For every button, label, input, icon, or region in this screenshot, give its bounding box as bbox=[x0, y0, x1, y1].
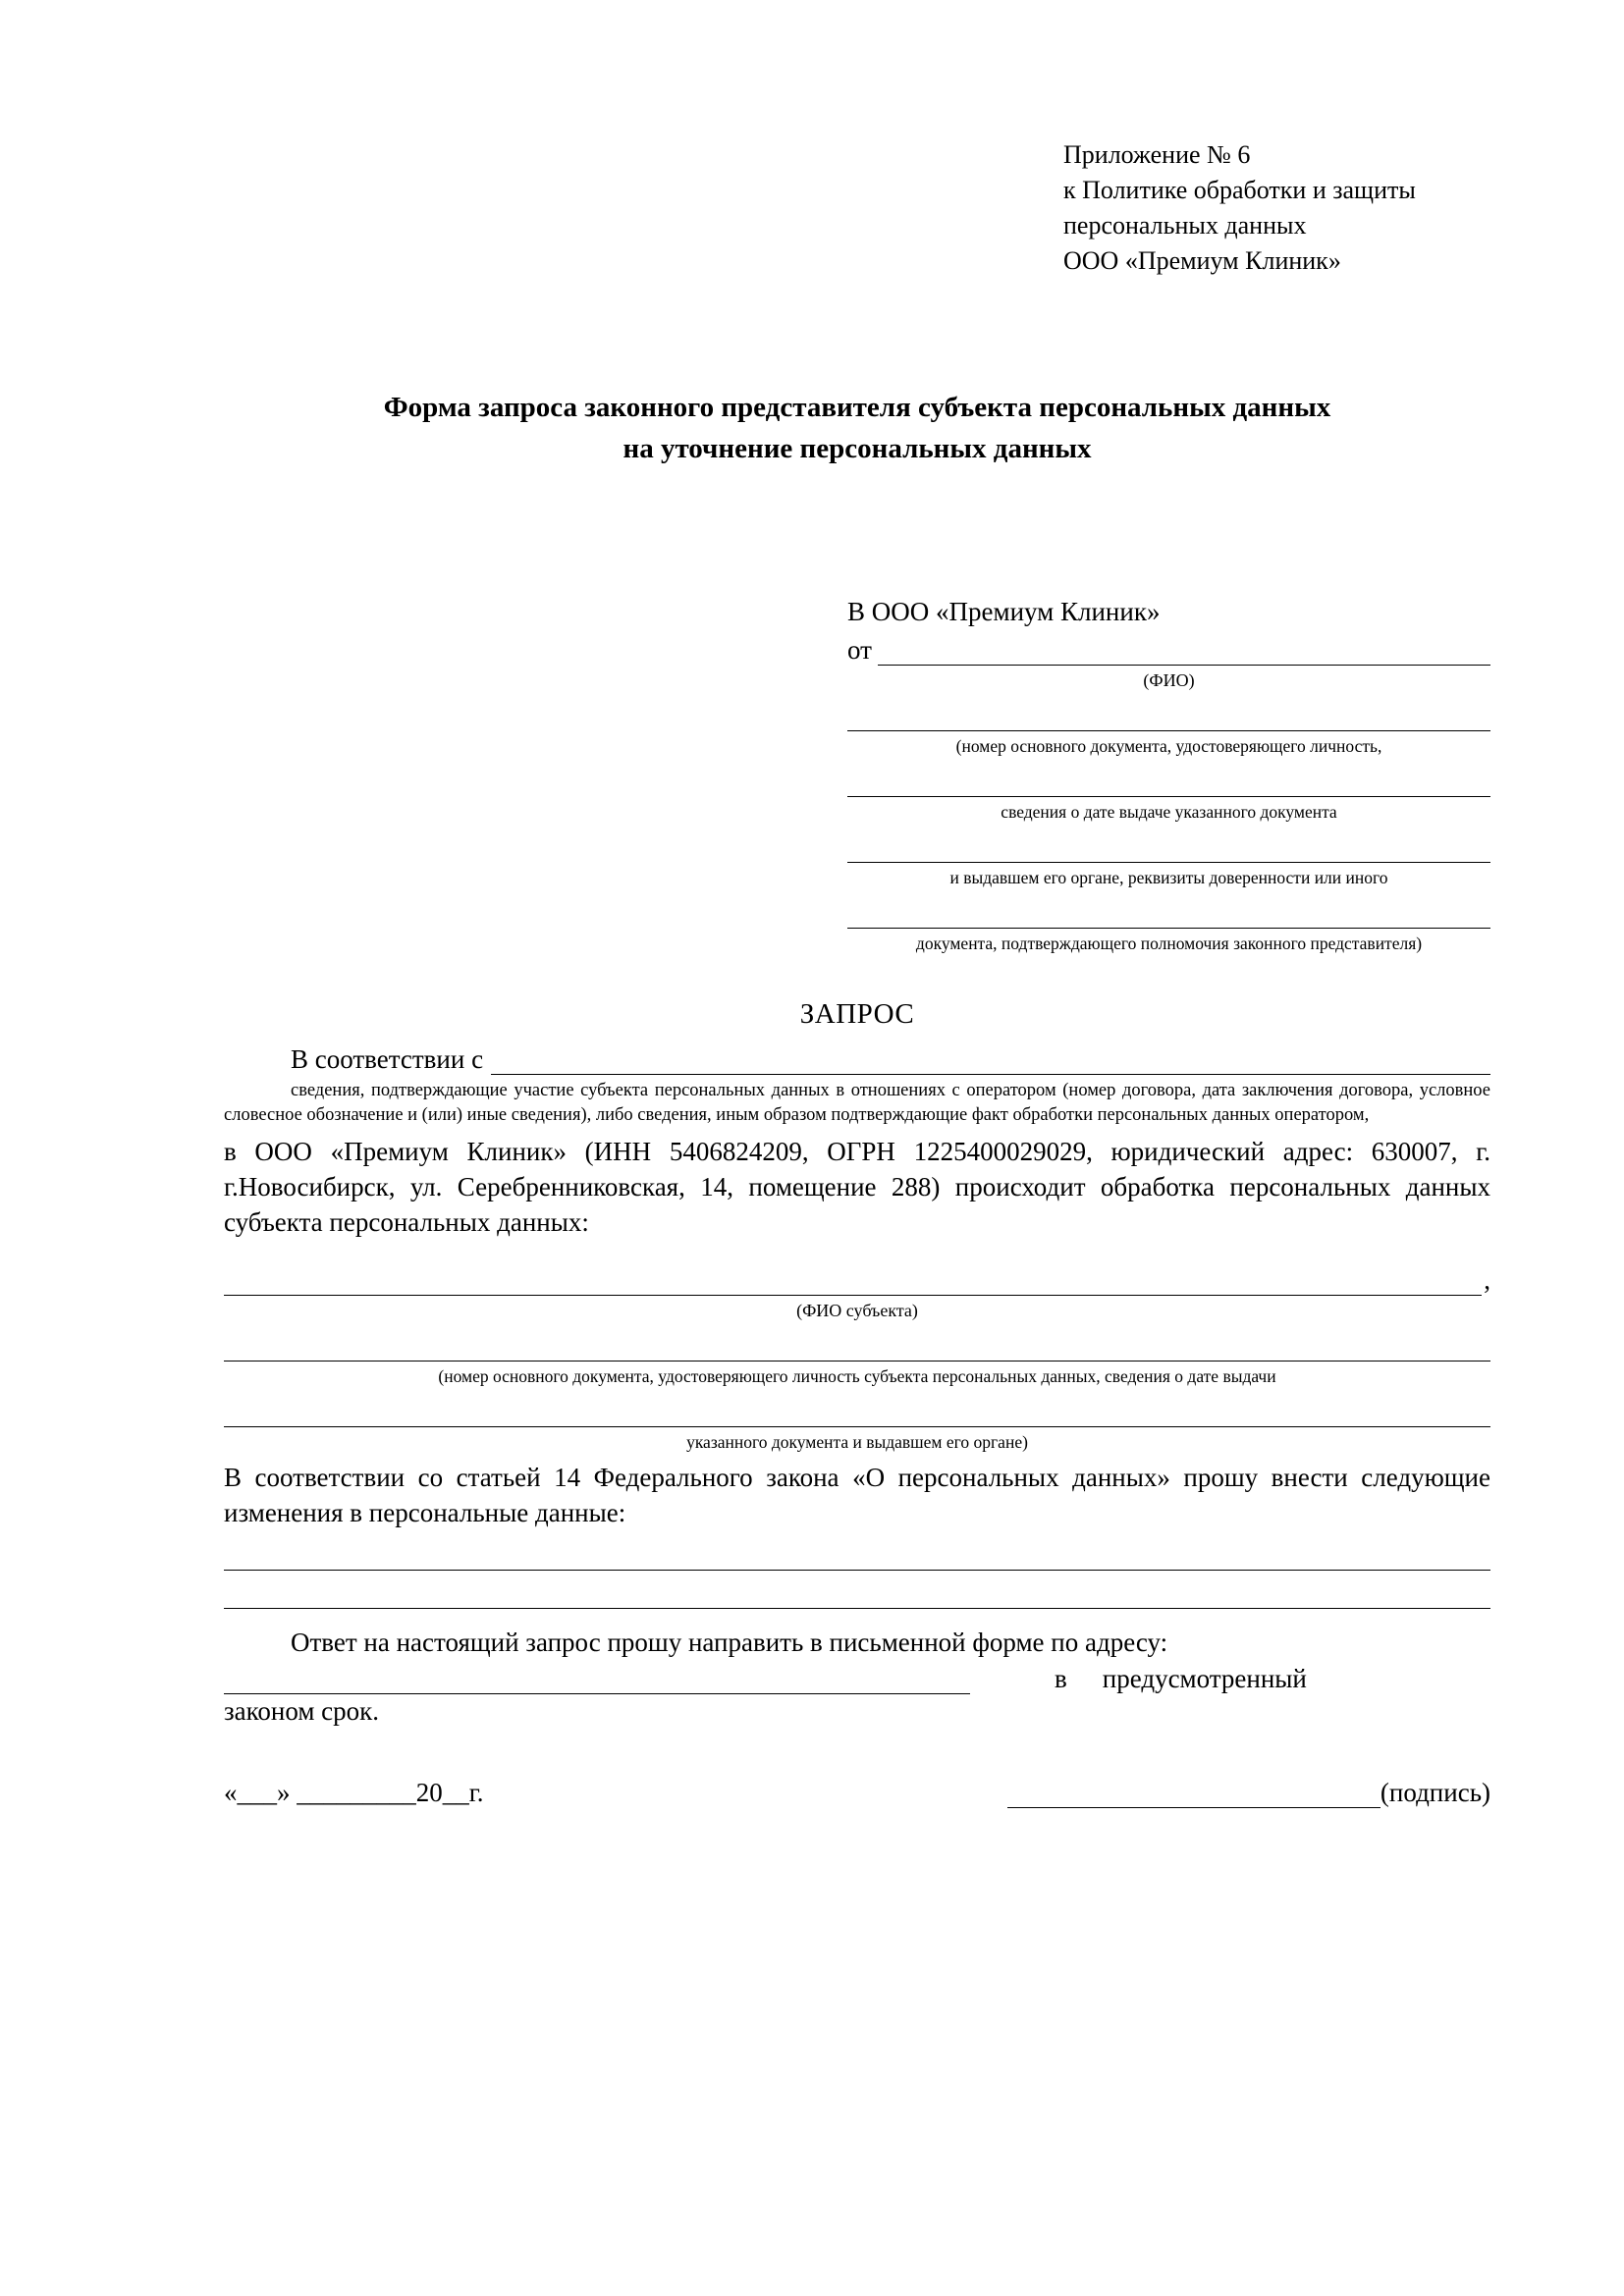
operator-paragraph: в ООО «Премиум Клиник» (ИНН 5406824209, ОГРН 1225400029029, юридический адрес: 630007, г. г.Новосибирск, ул. Серебренниковская, 14, помещение 288) происходит обработка персональных данных субъекта персональных данных: bbox=[224, 1137, 1490, 1237]
caption-subject-doc: (номер основного документа, удостоверяющего личность субъекта персональных данных, сведения о дате выдачи bbox=[438, 1366, 1276, 1386]
doc-organ-input[interactable] bbox=[847, 839, 1490, 863]
answer-paragraph: Ответ на настоящий запрос прошу направить в письменной форме по адресу: bbox=[291, 1628, 1168, 1657]
signature-caption: (подпись) bbox=[1380, 1778, 1490, 1807]
page-title-line-2: на уточнение персональных данных bbox=[623, 433, 1092, 464]
doc-number-input[interactable] bbox=[847, 708, 1490, 731]
answer-address-row bbox=[224, 1664, 1490, 1694]
appendix-number: Приложение № 6 bbox=[1063, 140, 1251, 169]
subject-doc-organ-input[interactable] bbox=[224, 1404, 1490, 1427]
fine-print-participation: сведения, подтверждающие участие субъекта персональных данных в отношениях с оператором (номер договора, дата заключения договора, условное словесное обозначение и (или) иные сведения), либо сведения, иным образом подтверждающие факт обработки персональных данных оператором, bbox=[224, 1081, 1490, 1125]
addressee-organization: В ООО «Премиум Клиник» bbox=[847, 597, 1161, 626]
doc-power-input[interactable] bbox=[847, 905, 1490, 929]
caption-doc-power: документа, подтверждающего полномочия законного представителя) bbox=[915, 934, 1423, 953]
from-fio-input[interactable] bbox=[878, 643, 1490, 666]
appendix-policy-line-2: персональных данных bbox=[1063, 211, 1307, 240]
subject-fio-comma: , bbox=[1484, 1265, 1490, 1295]
appendix-policy-line-1: к Политике обработки и защиты bbox=[1063, 176, 1416, 204]
answer-word-v: в bbox=[1055, 1664, 1067, 1693]
signature-input[interactable] bbox=[1007, 1784, 1380, 1808]
in-accordance-label: В соответствии с bbox=[291, 1044, 484, 1074]
caption-doc-date: сведения о дате выдаче указанного документа bbox=[1001, 802, 1337, 822]
from-row bbox=[847, 635, 1490, 666]
date-field[interactable]: «___» _________20__г. bbox=[224, 1778, 484, 1807]
caption-subject-doc-2: указанного документа и выдавшем его органе) bbox=[686, 1432, 1028, 1452]
answer-address-input[interactable] bbox=[224, 1668, 970, 1694]
in-accordance-row bbox=[224, 1044, 1490, 1075]
caption-subject-fio: (ФИО субъекта) bbox=[796, 1301, 918, 1320]
caption-doc-number: (номер основного документа, удостоверяющего личность, bbox=[955, 736, 1382, 756]
page-title bbox=[224, 387, 1490, 469]
from-label: от bbox=[847, 635, 872, 665]
signature-row bbox=[224, 1778, 1490, 1808]
subject-fio-input[interactable] bbox=[224, 1271, 1482, 1296]
document-content bbox=[224, 0, 1490, 1808]
appendix-company: ООО «Премиум Клиник» bbox=[1063, 246, 1341, 275]
caption-doc-organ: и выдавшем его органе, реквизиты доверенности или иного bbox=[949, 868, 1388, 887]
answer-word-term: предусмотренный bbox=[1102, 1664, 1307, 1693]
caption-fio: (ФИО) bbox=[1143, 670, 1195, 690]
addressee-block bbox=[847, 597, 1490, 955]
appendix-header bbox=[1063, 137, 1490, 279]
subject-fio-row bbox=[224, 1265, 1490, 1296]
answer-after-text: законом срок. bbox=[224, 1696, 380, 1726]
changes-input-line-1[interactable] bbox=[224, 1530, 1490, 1571]
changes-input-line-2[interactable] bbox=[224, 1571, 1490, 1609]
request-heading: ЗАПРОС bbox=[799, 998, 915, 1030]
law-paragraph: В соответствии со статьей 14 Федерального закона «О персональных данных» прошу внести следующие изменения в персональные данные: bbox=[224, 1463, 1490, 1527]
doc-date-input[interactable] bbox=[847, 774, 1490, 797]
in-accordance-input[interactable] bbox=[491, 1052, 1490, 1075]
page-title-line-1: Форма запроса законного представителя субъекта персональных данных bbox=[383, 392, 1331, 423]
subject-doc-input[interactable] bbox=[224, 1338, 1490, 1362]
